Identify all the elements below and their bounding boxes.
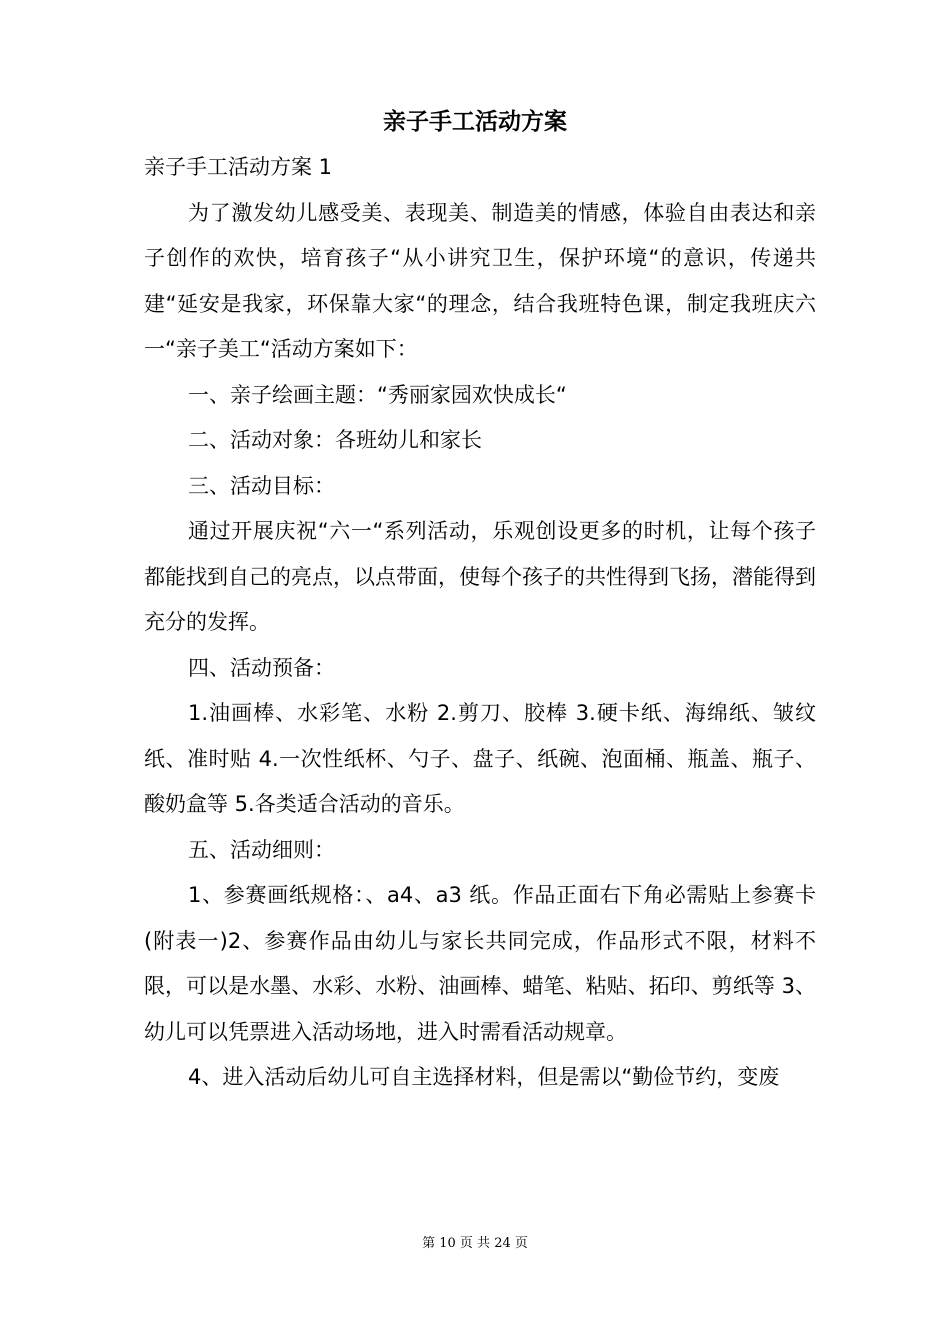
document-body	[144, 145, 816, 1101]
document-title: 亲子手工活动方案	[383, 109, 567, 135]
paragraph-prep-heading: 四、活动预备：	[188, 655, 335, 680]
paragraph-prep-materials: 1.油画棒、水彩笔、水粉 2.剪刀、胶棒 3.硬卡纸、海绵纸、皱纹纸、准时贴 4.一次性纸杯、勺子、盘子、纸碗、泡面桶、瓶盖、瓶子、酸奶盒等 5.各类适合活动的音乐。	[144, 701, 816, 816]
footer-suffix: 页	[514, 1236, 528, 1251]
section-heading: 亲子手工活动方案 1	[144, 155, 333, 179]
footer-current-page: 10	[439, 1236, 456, 1251]
paragraph-participants: 二、活动对象：各班幼儿和家长	[188, 428, 482, 452]
paragraph-rules-1: 1、参赛画纸规格：、a4、a3 纸。作品正面右下角必需贴上参赛卡(附表一)2、参赛作品由幼儿与家长共同完成，作品形式不限，材料不限，可以是水墨、水彩、水粉、油画棒、蜡笔、粘贴、拓印、剪纸等 3、幼儿可以凭票进入活动场地，进入时需看活动规章。	[144, 883, 816, 1044]
paragraph-goals-heading: 三、活动目标：	[188, 473, 335, 498]
paragraph-goals: 通过开展庆祝“六一“系列活动，乐观创设更多的时机，让每个孩子都能找到自己的亮点，以点带面，使每个孩子的共性得到飞扬，潜能得到充分的发挥。	[144, 519, 816, 634]
paragraph-rules-4: 4、进入活动后幼儿可自主选择材料，但是需以“勤俭节约，变废	[188, 1065, 780, 1089]
page-footer	[0, 1234, 950, 1254]
paragraph-theme: 一、亲子绘画主题：“秀丽家园欢快成长“	[188, 382, 567, 407]
footer-middle: 页 共	[459, 1236, 491, 1251]
footer-total-pages: 24	[494, 1236, 511, 1251]
paragraph-intro: 为了激发幼儿感受美、表现美、制造美的情感，体验自由表达和亲子创作的欢快，培育孩子“从小讲究卫生，保护环境“的意识，传递共建“延安是我家，环保靠大家“的理念，结合我班特色课，制定我班庆六一“亲子美工“活动方案如下：	[144, 200, 816, 361]
footer-prefix: 第	[422, 1236, 436, 1251]
paragraph-rules-heading: 五、活动细则：	[188, 837, 335, 862]
